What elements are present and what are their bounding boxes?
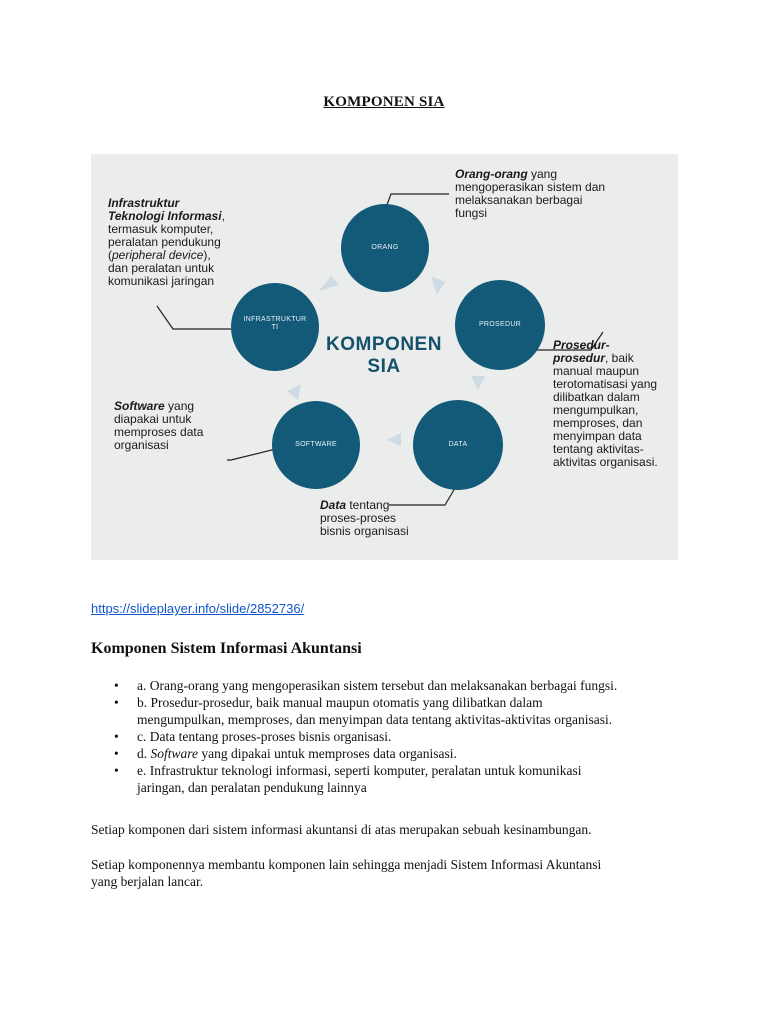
center-title-line2: SIA <box>367 356 401 377</box>
paragraph-1-line: Setiap komponen dari sistem informasi akuntansi di atas merupakan sebuah kesinambungan. <box>91 822 592 837</box>
callout-infra-bold2: Teknologi Informasi <box>108 209 222 223</box>
list-item-line: • e. Infrastruktur teknologi informasi, seperti komputer, peralatan untuk komunikasi <box>137 763 582 778</box>
callout-infrastruktur <box>108 197 225 288</box>
callout-prosedur-bold2: prosedur <box>553 351 606 365</box>
component-list <box>91 677 691 796</box>
callout-prosedur-bold1: Prosedur- <box>553 338 610 352</box>
arrow-software-to-infra <box>287 384 301 400</box>
callout-prosedur-line8: menyimpan data <box>553 429 642 443</box>
callout-software-line1: yang <box>164 399 195 413</box>
callout-prosedur-line3: manual maupun <box>553 364 640 378</box>
list-item-line: jaringan, dan peralatan pendukung lainnya <box>137 780 367 795</box>
list-item-prefix: d. <box>137 746 151 761</box>
callout-infra-line7: komunikasi jaringan <box>108 274 215 288</box>
list-item-line: • c. Data tentang proses-proses bisnis organisasi. <box>137 729 392 744</box>
callout-orang-line3: melaksanakan berbagai <box>455 193 583 207</box>
callout-prosedur <box>553 339 658 469</box>
callout-infra-line6: dan peralatan untuk <box>108 261 215 275</box>
list-item <box>91 728 691 745</box>
node-label-data: DATA <box>448 441 468 448</box>
diagram-center-title <box>319 334 449 378</box>
list-item-line: • a. Orang-orang yang mengoperasikan sistem tersebut dan melaksanakan berbagai fungsi. <box>137 678 618 693</box>
callout-prosedur-line5: dilibatkan dalam <box>553 390 640 404</box>
callout-orang-line2: mengoperasikan sistem dan <box>455 180 606 194</box>
list-item-suffix: yang dipakai untuk memproses data organisasi. <box>198 746 457 761</box>
node-label-infrastruktur <box>230 316 320 332</box>
paragraph-2 <box>91 856 691 890</box>
node-label-software: SOFTWARE <box>295 441 337 448</box>
list-item <box>91 745 691 762</box>
callout-software-bold: Software <box>114 399 165 413</box>
page-title: KOMPONEN SIA <box>323 94 445 110</box>
callout-prosedur-line7: memproses, dan <box>553 416 643 430</box>
callout-software-line2: diapakai untuk <box>114 412 192 426</box>
callout-infra-line5-italic: peripheral device <box>112 248 204 262</box>
paragraph-2-line2: yang berjalan lancar. <box>91 874 204 889</box>
callout-software-line4: organisasi <box>114 438 169 452</box>
callout-orang-line4: fungsi <box>455 206 488 220</box>
callout-infra-line5-post: ), <box>203 248 211 262</box>
source-link[interactable]: https://slideplayer.info/slide/2852736/ <box>91 601 305 616</box>
callout-infra-bold1: Infrastruktur <box>108 196 180 210</box>
list-item <box>91 694 691 728</box>
list-item-italic: Software <box>150 746 199 761</box>
list-item-line: • b. Prosedur-prosedur, baik manual maupun otomatis yang dilibatkan dalam <box>137 695 543 710</box>
list-item-line: mengumpulkan, memproses, dan menyimpan data tentang aktivitas-aktivitas organisasi. <box>137 712 613 727</box>
arrow-orang-to-prosedur <box>431 276 445 295</box>
arrow-data-to-software <box>387 433 401 446</box>
callout-infra-line4: peralatan pendukung <box>108 235 221 249</box>
callout-infra-line2: , <box>221 209 225 223</box>
center-title-line1: KOMPONEN <box>326 334 442 355</box>
node-label-orang: ORANG <box>371 244 399 251</box>
node-label-infrastruktur-line1: INFRASTRUKTUR <box>243 316 307 323</box>
callout-data-line3: bisnis organisasi <box>320 524 409 538</box>
connector-infrastruktur <box>157 306 231 329</box>
callout-data-line1: tentang <box>346 498 390 512</box>
arrow-infra-to-orang <box>319 276 339 291</box>
callout-data-bold: Data <box>320 498 347 512</box>
callout-software-line3: memproses data <box>114 425 204 439</box>
callout-infra-line3: termasuk komputer, <box>108 222 214 236</box>
callout-prosedur-line4: terotomatisasi yang <box>553 377 658 391</box>
callout-prosedur-line6: mengumpulkan, <box>553 403 639 417</box>
callout-prosedur-line10: aktivitas organisasi. <box>553 455 658 469</box>
callout-orang-line1: yang <box>527 167 558 181</box>
node-label-infrastruktur-line2: TI <box>271 324 279 331</box>
callout-infra-line5-pre: ( <box>108 248 112 262</box>
callout-prosedur-line2: , baik <box>605 351 634 365</box>
callout-orang-bold: Orang-orang <box>455 167 528 181</box>
list-item <box>91 677 691 694</box>
callout-data-line2: proses-proses <box>320 511 397 525</box>
section-heading: Komponen Sistem Informasi Akuntansi <box>91 640 362 657</box>
callout-orang <box>455 168 605 220</box>
node-label-prosedur: PROSEDUR <box>478 321 522 328</box>
callout-data <box>320 499 409 538</box>
komponen-sia-diagram <box>91 154 678 560</box>
callout-software <box>114 400 203 452</box>
arrow-prosedur-to-data <box>471 376 485 390</box>
list-item <box>91 762 691 796</box>
paragraph-2-line1: Setiap komponennya membantu komponen lain sehingga menjadi Sistem Informasi Akuntansi <box>91 857 602 872</box>
callout-prosedur-line9: tentang aktivitas- <box>553 442 644 456</box>
paragraph-1 <box>91 821 691 838</box>
